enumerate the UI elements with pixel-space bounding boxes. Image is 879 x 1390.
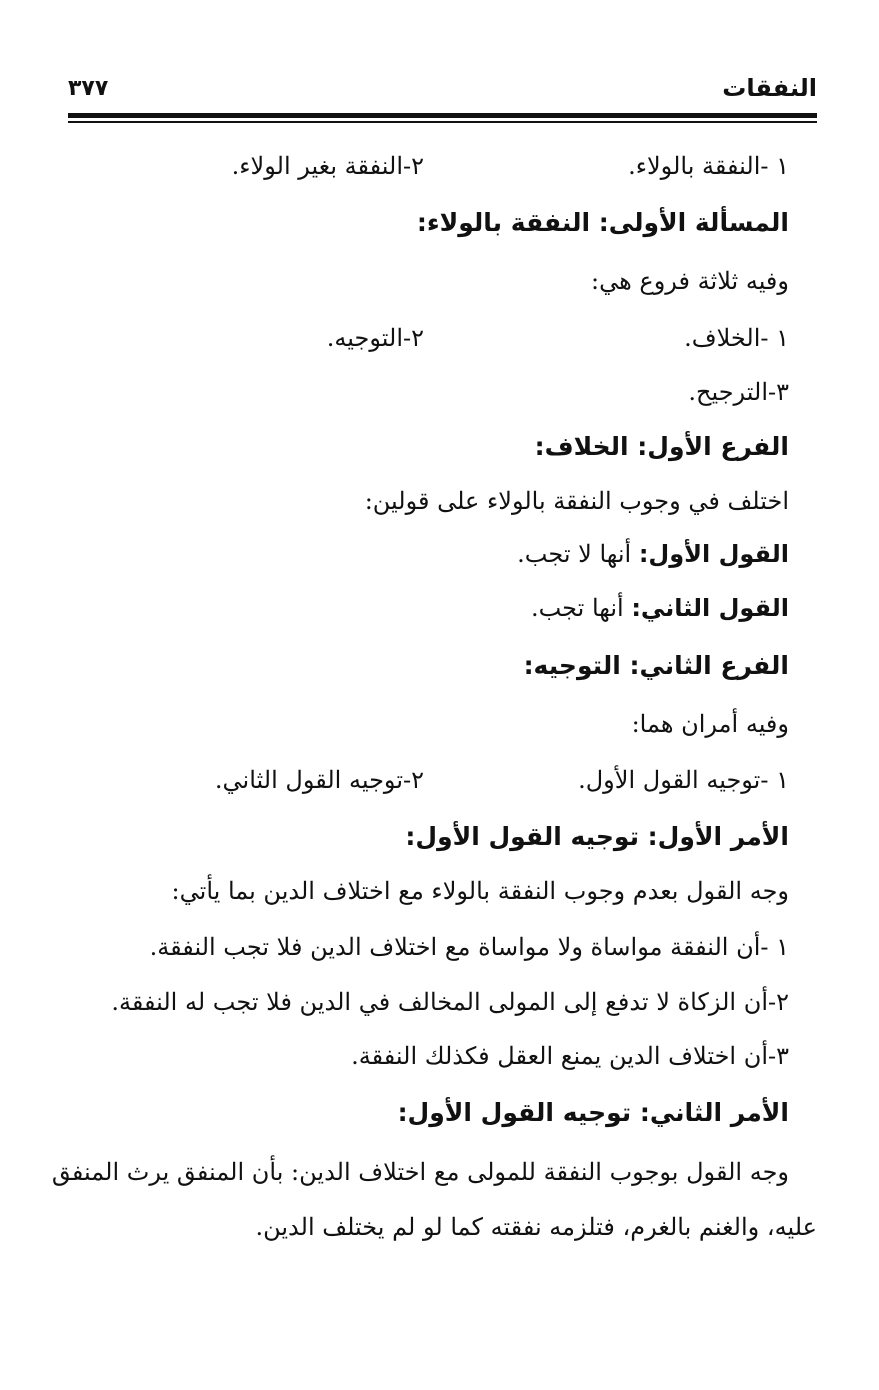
list-item-justify-1: ١ -توجيه القول الأول. — [578, 766, 789, 794]
paragraph-second-opinion-line-1: وجه القول بوجوب النفقة للمولى مع اختلاف الدين: بأن المنفق يرث المنفق — [51, 1158, 789, 1186]
reason-3: ٣-أن اختلاف الدين يمنع العقل فكذلك النفقة. — [351, 1042, 789, 1070]
section-heading-matter-2: الأمر الثاني: توجيه القول الأول: — [397, 1098, 789, 1127]
paragraph-disagreement: اختلف في وجوب النفقة بالولاء على قولين: — [364, 487, 789, 515]
list-item-preference: ٣-الترجيح. — [688, 378, 789, 406]
section-heading-branch-2: الفرع الثاني: التوجيه: — [523, 651, 789, 680]
running-title: النفقات — [722, 74, 817, 102]
opinion-1-label: القول الأول: — [638, 540, 789, 568]
opinion-2 — [531, 594, 789, 622]
paragraph-branches-intro: وفيه ثلاثة فروع هي: — [591, 267, 789, 295]
running-header — [68, 70, 817, 110]
reason-1: ١ -أن النفقة مواساة ولا مواساة مع اختلاف الدين فلا تجب النفقة. — [149, 933, 789, 961]
section-heading-issue-1: المسألة الأولى: النفقة بالولاء: — [416, 208, 789, 237]
paragraph-second-opinion-line-2: عليه، والغنم بالغرم، فتلزمه نفقته كما لو لم يختلف الدين. — [255, 1213, 817, 1241]
opinion-1-text: أنها لا تجب. — [517, 540, 639, 568]
header-rule-thick — [68, 113, 817, 118]
list-item-disagreement: ١ -الخلاف. — [684, 324, 789, 352]
list-item-justify-2: ٢-توجيه القول الثاني. — [214, 766, 424, 794]
header-rule-thin — [68, 121, 817, 123]
list-item-justification: ٢-التوجيه. — [326, 324, 424, 352]
opinion-2-text: أنها تجب. — [530, 594, 632, 622]
list-item-1: ١ -النفقة بالولاء. — [628, 152, 789, 180]
opinion-1 — [517, 540, 789, 568]
opinion-2-label: القول الثاني: — [631, 594, 789, 622]
reason-2: ٢-أن الزكاة لا تدفع إلى المولى المخالف في الدين فلا تجب له النفقة. — [111, 988, 789, 1016]
paragraph-two-matters: وفيه أمران هما: — [631, 710, 789, 738]
section-heading-branch-1: الفرع الأول: الخلاف: — [534, 432, 789, 461]
list-item-2: ٢-النفقة بغير الولاء. — [231, 152, 424, 180]
page-number: ٣٧٧ — [68, 76, 109, 101]
section-heading-matter-1: الأمر الأول: توجيه القول الأول: — [405, 822, 789, 851]
paragraph-reason-intro: وجه القول بعدم وجوب النفقة بالولاء مع اختلاف الدين بما يأتي: — [171, 877, 789, 905]
